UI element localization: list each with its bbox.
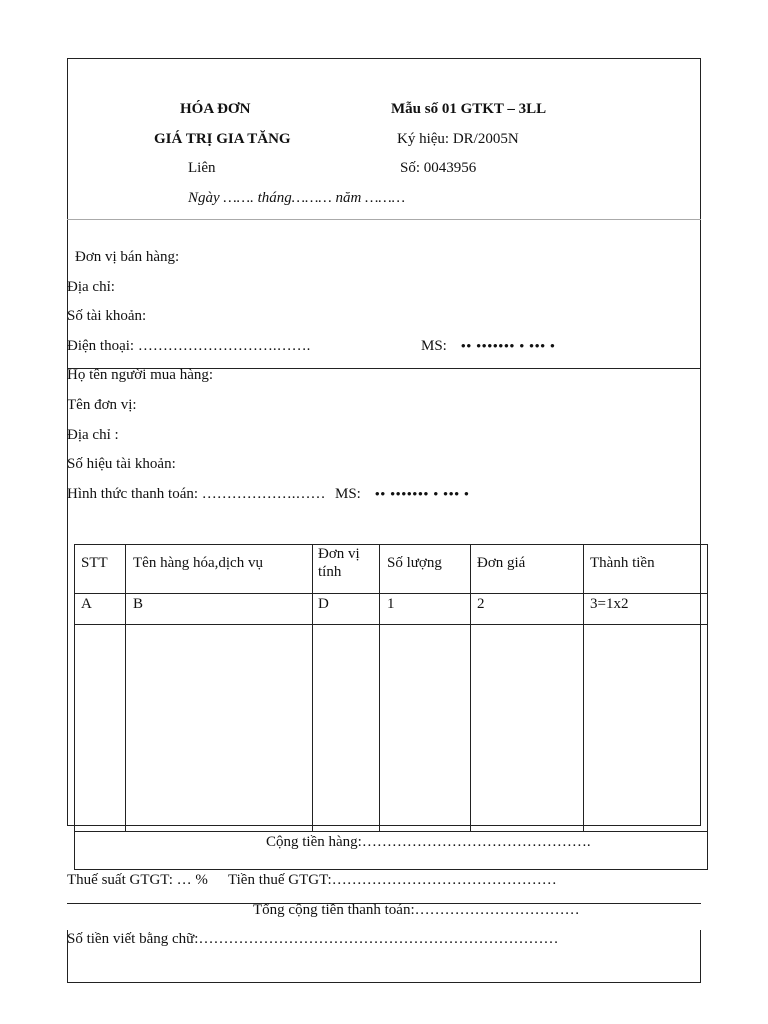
subtotal-text: Cộng tiền hàng:………………………………………. — [266, 834, 591, 850]
column-header-amount: Thành tiền — [590, 555, 655, 571]
words-box-right — [700, 930, 701, 982]
date-line: Ngày ……. tháng……… năm ……… — [188, 190, 406, 206]
buyer-address: Địa chỉ : — [67, 427, 119, 443]
code-cell-unit-price: 2 — [477, 596, 485, 612]
invoice-number: Số: 0043956 — [400, 160, 477, 176]
vat-rate: Thuế suất GTGT: … % — [67, 872, 208, 888]
seller-address: Địa chỉ: — [67, 279, 115, 295]
vat-amount: Tiền thuế GTGT:……………………………………… — [228, 872, 557, 888]
seller-phone: Điện thoại: ……………………….……. — [67, 338, 311, 354]
column-header-stt: STT — [81, 555, 108, 571]
code-cell-goods-name: B — [133, 596, 144, 612]
table-column-divider — [583, 544, 584, 832]
copy-label: Liên — [188, 160, 216, 176]
code-cell-stt: A — [81, 596, 92, 612]
code-cell-unit: D — [318, 596, 329, 612]
buyer-name: Họ tên người mua hàng: — [67, 367, 214, 383]
buyer-tax-label: MS: — [335, 486, 361, 502]
buyer-tax-code-boxes: •• ••••••• • ••• • — [375, 486, 470, 501]
code-cell-quantity: 1 — [387, 596, 395, 612]
invoice-subtitle: GIÁ TRỊ GIA TĂNG — [154, 131, 291, 147]
seller-unit: Đơn vị bán hàng: — [75, 249, 180, 265]
buyer-payment: Hình thức thanh toán: ……………….…… — [67, 486, 326, 502]
seller-tax-label: MS: — [421, 338, 447, 354]
words-box-bottom — [67, 982, 701, 983]
table-code-row-divider — [74, 624, 708, 625]
column-header-unit: Đơn vị tính — [318, 546, 360, 580]
invoice-title: HÓA ĐƠN — [180, 101, 251, 117]
buyer-account: Số hiệu tài khoản: — [67, 456, 176, 472]
column-header-goods-name: Tên hàng hóa,dịch vụ — [133, 555, 263, 571]
table-column-divider — [125, 544, 126, 832]
code-cell-amount: 3=1x2 — [590, 596, 629, 612]
table-column-divider — [312, 544, 313, 832]
header-divider — [67, 219, 701, 220]
invoice-symbol: Ký hiệu: DR/2005N — [397, 131, 519, 147]
table-column-divider — [470, 544, 471, 832]
amount-in-words: Số tiền viết bằng chữ:……………………………………………………………… — [67, 931, 559, 947]
seller-tax-code-boxes: •• ••••••• • ••• • — [461, 338, 556, 353]
form-number: Mẫu số 01 GTKT – 3LL — [391, 101, 547, 117]
buyer-unit: Tên đơn vị: — [67, 397, 137, 413]
seller-account: Số tài khoản: — [67, 308, 147, 324]
column-header-unit-price: Đơn giá — [477, 555, 526, 571]
table-header-divider — [74, 593, 708, 594]
goods-table — [74, 544, 708, 832]
column-header-quantity: Số lượng — [387, 555, 442, 571]
grand-total-text: Tổng cộng tiền thanh toán:…………………………… — [253, 902, 580, 918]
table-column-divider — [379, 544, 380, 832]
